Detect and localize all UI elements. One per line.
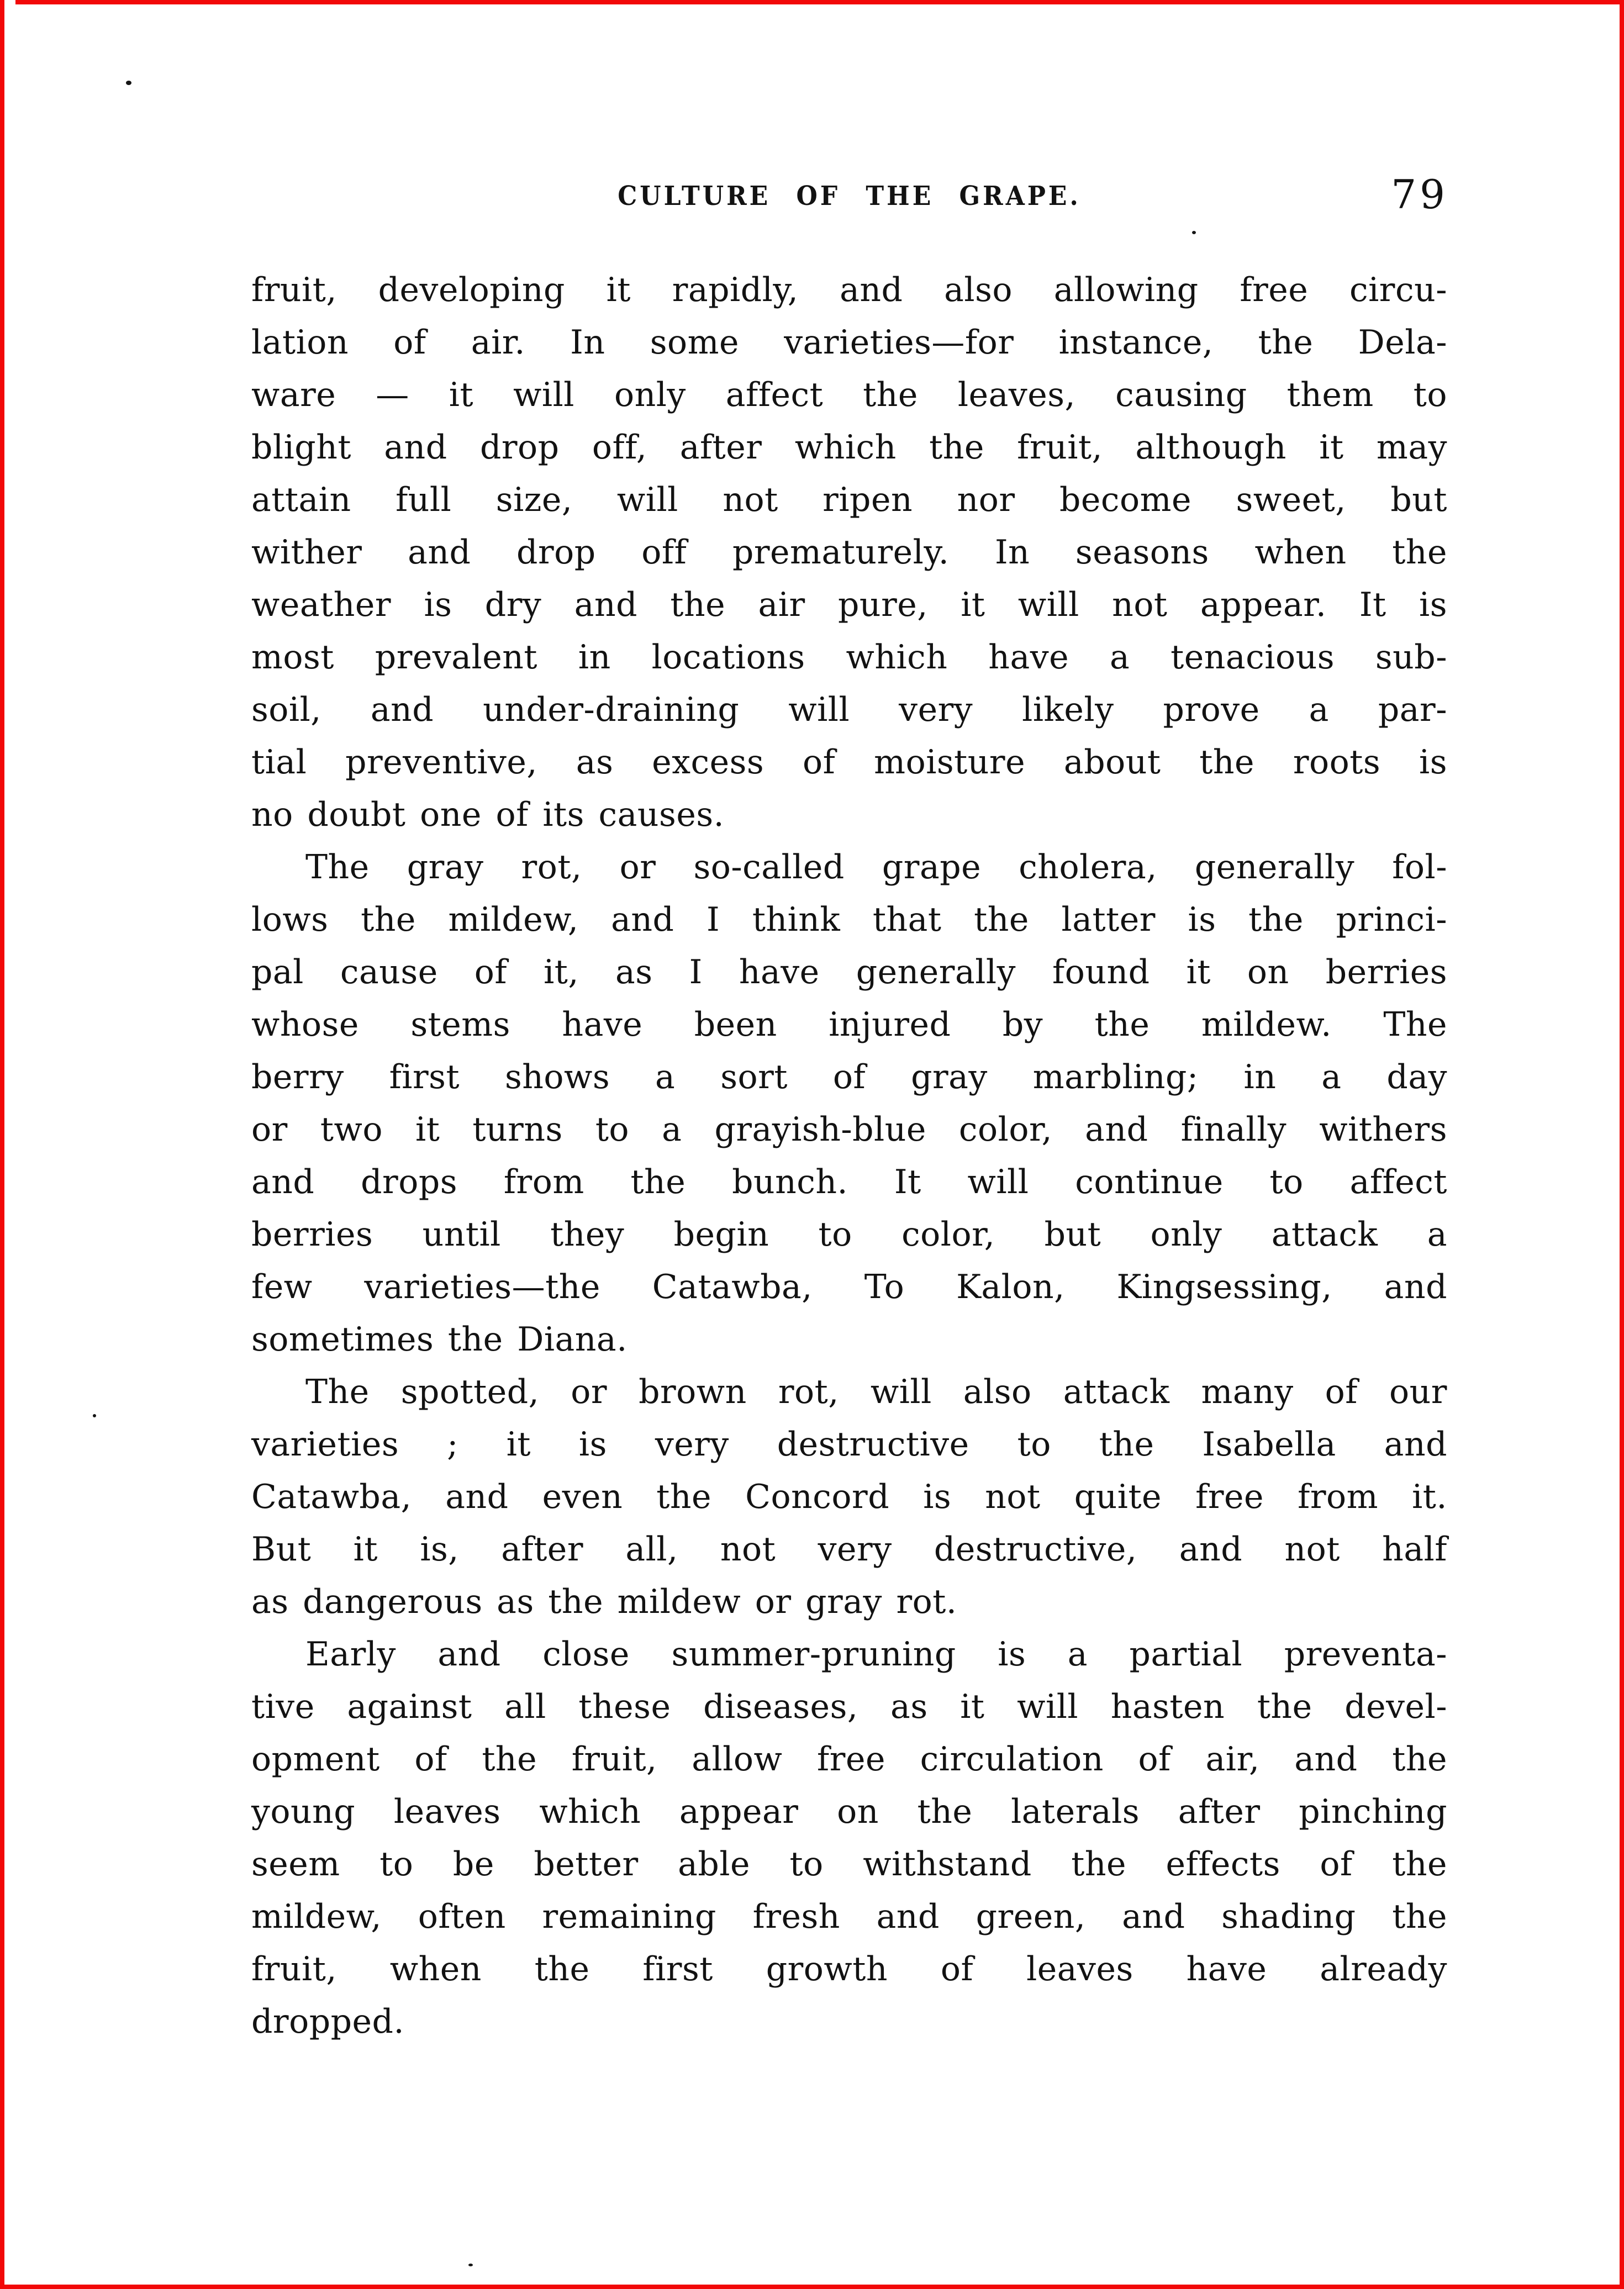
scan-edge-line-top xyxy=(15,0,1624,4)
ink-speck xyxy=(93,1414,96,1417)
ink-speck xyxy=(468,2264,473,2266)
text-line: The gray rot, or so-called grape cholera, generally fol- xyxy=(305,848,1447,887)
text-line: young leaves which appear on the laterals after pinching xyxy=(251,1792,1447,1831)
text-line: varieties ; it is very destructive to the Isabella and xyxy=(251,1425,1447,1464)
running-head-title: CULTURE OF THE GRAPE. xyxy=(618,181,1081,212)
text-line: fruit, when the first growth of leaves have already xyxy=(251,1950,1447,1989)
ink-speck xyxy=(1192,231,1196,234)
text-line: few varieties—the Catawba, To Kalon, Kingsessing, and xyxy=(251,1268,1447,1306)
text-line: seem to be better able to withstand the effects of the xyxy=(251,1845,1447,1884)
text-line: no doubt one of its causes. xyxy=(251,795,725,834)
scan-edge-line-right xyxy=(1620,0,1624,2289)
text-line: opment of the fruit, allow free circulation of air, and the xyxy=(251,1740,1447,1779)
text-line: But it is, after all, not very destructive, and not half xyxy=(251,1530,1447,1569)
text-line: fruit, developing it rapidly, and also allowing free circu- xyxy=(251,271,1447,309)
text-line: lows the mildew, and I think that the latter is the princi- xyxy=(251,900,1447,939)
text-line: Catawba, and even the Concord is not quite free from it. xyxy=(251,1478,1447,1516)
text-line: berry first shows a sort of gray marbling; in a day xyxy=(251,1058,1447,1096)
text-line: sometimes the Diana. xyxy=(251,1320,628,1359)
text-line: ware — it will only affect the leaves, causing them to xyxy=(251,376,1447,414)
text-line: wither and drop off prematurely. In seasons when the xyxy=(251,533,1447,572)
text-line: tive against all these diseases, as it will hasten the devel- xyxy=(251,1687,1447,1726)
text-line: blight and drop off, after which the fruit, although it may xyxy=(251,428,1447,467)
text-line: The spotted, or brown rot, will also attack many of our xyxy=(305,1373,1447,1411)
text-line: berries until they begin to color, but only attack a xyxy=(251,1215,1447,1254)
text-line: soil, and under-draining will very likely prove a par- xyxy=(251,690,1447,729)
page-number: 79 xyxy=(1391,171,1448,218)
body-text xyxy=(251,264,1447,2048)
text-line: tial preventive, as excess of moisture about the roots is xyxy=(251,743,1447,782)
text-line: weather is dry and the air pure, it will not appear. It is xyxy=(251,586,1447,624)
text-line: mildew, often remaining fresh and green, and shading the xyxy=(251,1897,1447,1936)
scan-edge-line-left xyxy=(0,0,4,2289)
text-line: dropped. xyxy=(251,2002,405,2041)
scan-edge-line-bottom xyxy=(0,2285,1624,2289)
text-line: whose stems have been injured by the mildew. The xyxy=(251,1005,1447,1044)
text-line: Early and close summer-pruning is a partial preventa- xyxy=(305,1635,1447,1674)
text-line: pal cause of it, as I have generally found it on berries xyxy=(251,953,1447,991)
text-line: lation of air. In some varieties—for instance, the Dela- xyxy=(251,323,1447,362)
ink-speck xyxy=(126,81,131,85)
text-line: or two it turns to a grayish-blue color, and finally withers xyxy=(251,1110,1447,1149)
text-line: as dangerous as the mildew or gray rot. xyxy=(251,1583,957,1621)
text-line: most prevalent in locations which have a tenacious sub- xyxy=(251,638,1447,677)
text-line: and drops from the bunch. It will continue to affect xyxy=(251,1163,1447,1201)
text-line: attain full size, will not ripen nor become sweet, but xyxy=(251,481,1447,519)
